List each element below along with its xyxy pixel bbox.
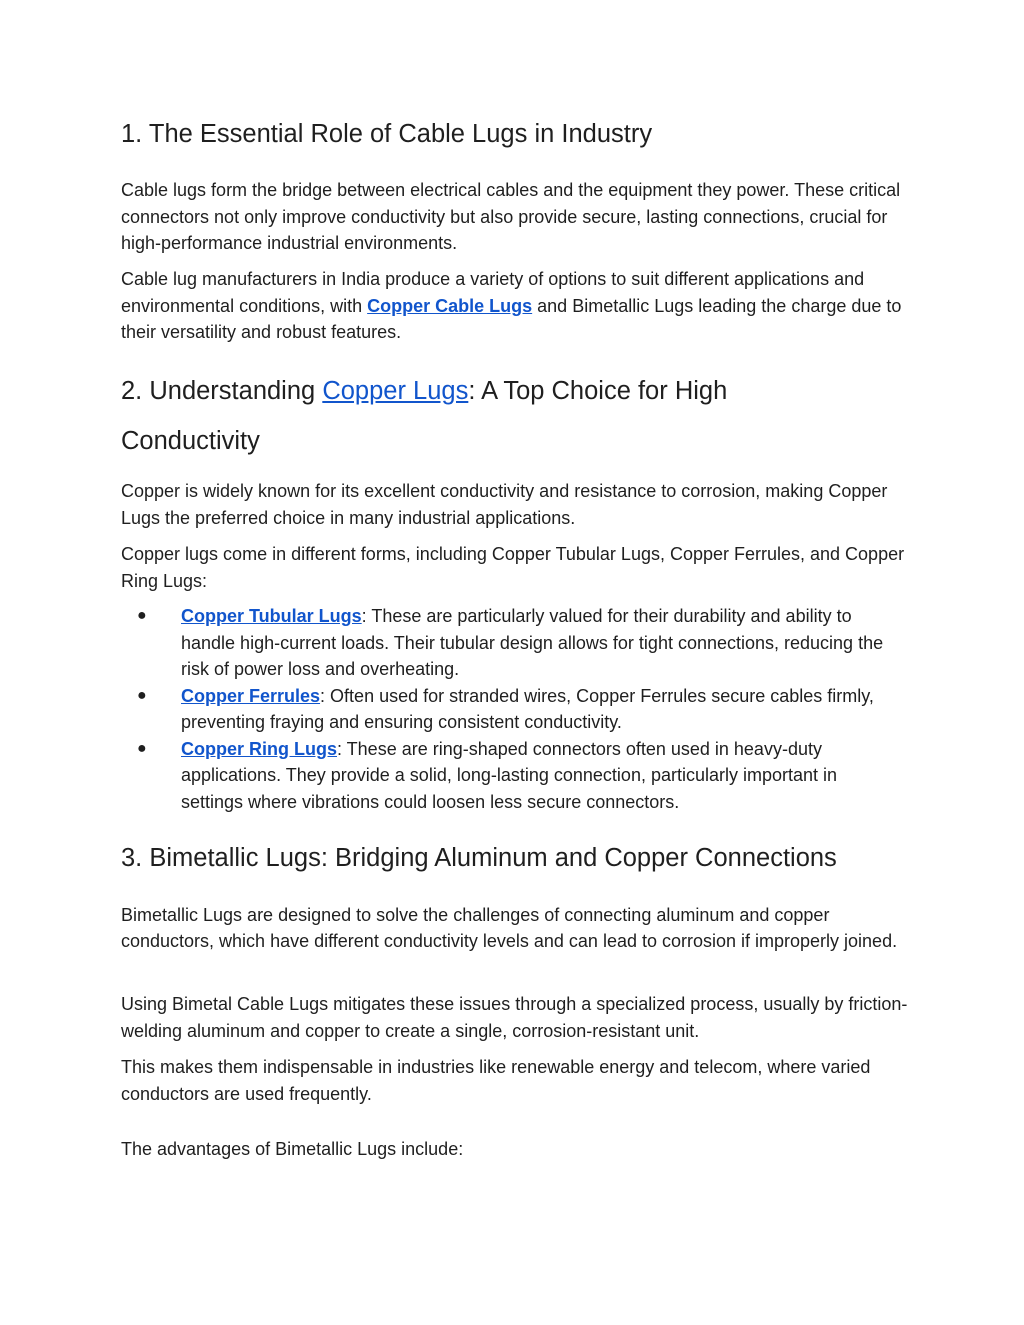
list-item — [121, 603, 901, 683]
copper-tubular-lugs-link[interactable]: Copper Tubular Lugs — [181, 606, 362, 626]
list-item-text: : These are particularly valued for their durability and ability to handle high-current loads. Their tubular design allows for tight connections, reducing the risk of power loss and overheating. — [181, 606, 884, 679]
copper-ferrules-link[interactable]: Copper Ferrules — [181, 685, 321, 706]
bullet-icon: ● — [137, 686, 147, 704]
bullet-icon: ● — [137, 607, 147, 624]
section-1-heading: 1. The Essential Role of Cable Lugs in Industry — [121, 120, 653, 148]
list-item-text: : Often used for stranded wires, Copper Ferrules secure cables firmly, preventing fraying and ensuring consistent conductivity. — [181, 685, 874, 732]
section-3-paragraph-2: Using Bimetal Cable Lugs mitigates these issues through a specialized process, usually by friction-welding aluminum and copper to create a single, corrosion-resistant unit. — [121, 994, 908, 1041]
copper-ring-lugs-link[interactable]: Copper Ring Lugs — [181, 738, 337, 759]
section-2-heading — [121, 366, 821, 466]
section-3-paragraph-1: Bimetallic Lugs are designed to solve the challenges of connecting aluminum and copper conductors, which have different conductivity levels and can lead to corrosion if improperly joined. — [121, 905, 898, 951]
copper-cable-lugs-link[interactable]: Copper Cable Lugs — [367, 295, 533, 316]
paragraph-text: Cable lug manufacturers in India produce a variety of options to suit different applications and environmental conditions, with — [121, 269, 865, 316]
heading-text: : A Top Choice for High Conductivity — [121, 377, 728, 455]
list-item — [121, 683, 901, 736]
section-2-paragraph-2: Copper lugs come in different forms, including Copper Tubular Lugs, Copper Ferrules, and Copper Ring Lugs: — [121, 544, 905, 591]
list-item — [121, 736, 901, 816]
copper-lugs-link[interactable]: Copper Lugs — [322, 377, 469, 405]
list-item-text: : These are ring-shaped connectors often used in heavy-duty applications. They provide a solid, long-lasting connection, particularly important in settings where vibrations could loosen less secure connectors. — [181, 738, 838, 812]
heading-text: 2. Understanding — [121, 377, 323, 405]
section-3-paragraph-3: This makes them indispensable in industries like renewable energy and telecom, where varied conductors are used frequently. — [121, 1057, 871, 1104]
section-3-paragraph-4: The advantages of Bimetallic Lugs include: — [121, 1139, 464, 1159]
section-2-paragraph-1: Copper is widely known for its excellent conductivity and resistance to corrosion, making Copper Lugs the preferred choice in many industrial applications. — [121, 481, 888, 528]
section-1-paragraph-2 — [121, 266, 911, 346]
copper-lug-types-list — [121, 603, 901, 815]
bullet-icon: ● — [137, 739, 147, 757]
paragraph-text: and Bimetallic Lugs leading the charge due to their versatility and robust features. — [121, 295, 902, 342]
section-1-paragraph-1: Cable lugs form the bridge between electrical cables and the equipment they power. These critical connectors not only improve conductivity but also provide secure, lasting connections, crucial for high-performance industrial environments. — [121, 180, 901, 253]
section-3-heading: 3. Bimetallic Lugs: Bridging Aluminum and Copper Connections — [121, 844, 837, 872]
